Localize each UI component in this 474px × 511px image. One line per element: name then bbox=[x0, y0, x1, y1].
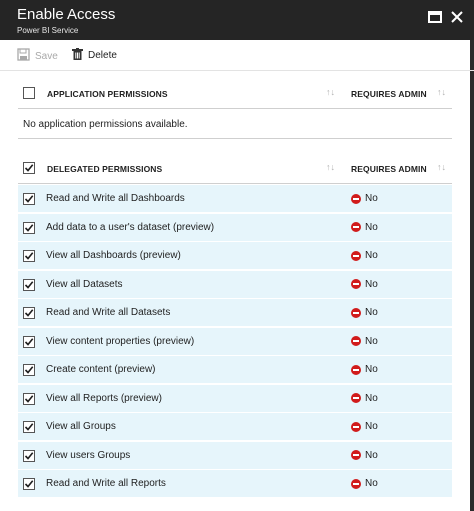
save-label: Save bbox=[35, 50, 58, 62]
requires-admin-value: No bbox=[365, 421, 378, 432]
requires-admin-value: No bbox=[365, 478, 378, 489]
blocked-icon bbox=[351, 308, 361, 318]
permission-row[interactable] bbox=[18, 185, 452, 213]
requires-admin-value: No bbox=[365, 335, 378, 347]
permission-row[interactable] bbox=[18, 470, 452, 498]
blocked-icon bbox=[351, 479, 361, 489]
requires-admin-value: No bbox=[365, 307, 378, 318]
permission-checkbox[interactable] bbox=[23, 478, 35, 490]
requires-admin-value: No bbox=[365, 364, 378, 375]
blocked-icon bbox=[351, 422, 361, 432]
requires-admin-status bbox=[351, 222, 378, 233]
permission-row[interactable] bbox=[18, 328, 452, 356]
permission-label: View users Groups bbox=[46, 449, 131, 461]
permission-row[interactable] bbox=[18, 271, 452, 299]
select-all-application-checkbox[interactable] bbox=[23, 87, 35, 99]
window-edge bbox=[470, 40, 474, 511]
permission-checkbox[interactable] bbox=[23, 336, 35, 348]
permission-label: View all Reports (preview) bbox=[46, 392, 162, 404]
sort-icon[interactable]: ↑↓ bbox=[326, 162, 335, 172]
requires-admin-column[interactable]: REQUIRES ADMIN bbox=[351, 164, 427, 174]
permission-row[interactable] bbox=[18, 299, 452, 327]
requires-admin-status bbox=[351, 393, 378, 404]
permission-row[interactable] bbox=[18, 413, 452, 441]
permission-label: Read and Write all Dashboards bbox=[46, 193, 185, 204]
select-all-delegated-checkbox[interactable] bbox=[23, 162, 35, 174]
permission-row[interactable] bbox=[18, 242, 452, 270]
save-icon bbox=[17, 48, 30, 64]
requires-admin-status bbox=[351, 250, 378, 261]
blocked-icon bbox=[351, 279, 361, 289]
blocked-icon bbox=[351, 194, 361, 204]
command-bar bbox=[0, 40, 474, 71]
save-button[interactable] bbox=[17, 48, 58, 64]
permission-row[interactable] bbox=[18, 442, 452, 470]
blocked-icon bbox=[351, 450, 361, 460]
requires-admin-status bbox=[351, 279, 378, 290]
permission-label: Create content (preview) bbox=[46, 364, 156, 375]
delegated-permissions-header bbox=[18, 155, 452, 184]
requires-admin-value: No bbox=[365, 193, 378, 204]
requires-admin-value: No bbox=[365, 221, 378, 233]
permission-row[interactable] bbox=[18, 356, 452, 384]
blocked-icon bbox=[351, 365, 361, 375]
permission-checkbox[interactable] bbox=[23, 279, 35, 291]
delegated-permissions-column[interactable]: DELEGATED PERMISSIONS bbox=[47, 164, 163, 174]
empty-message: No application permissions available. bbox=[23, 119, 188, 130]
permission-label: View all Groups bbox=[46, 421, 116, 432]
requires-admin-status bbox=[351, 336, 378, 347]
requires-admin-value: No bbox=[365, 278, 378, 290]
maximize-icon[interactable] bbox=[428, 10, 442, 24]
application-permissions-column[interactable]: APPLICATION PERMISSIONS bbox=[47, 89, 168, 99]
permission-label: Add data to a user's dataset (preview) bbox=[46, 221, 215, 233]
requires-admin-status bbox=[351, 450, 378, 461]
blocked-icon bbox=[351, 222, 361, 232]
permission-label: Read and Write all Datasets bbox=[46, 307, 171, 318]
requires-admin-status bbox=[351, 364, 378, 375]
application-empty-row bbox=[18, 110, 452, 139]
permission-checkbox[interactable] bbox=[23, 364, 35, 376]
permission-row[interactable] bbox=[18, 214, 452, 242]
permission-checkbox[interactable] bbox=[23, 393, 35, 405]
requires-admin-value: No bbox=[365, 449, 378, 461]
permission-checkbox[interactable] bbox=[23, 222, 35, 234]
delete-button[interactable] bbox=[72, 48, 117, 63]
blade-header bbox=[0, 0, 474, 40]
sort-icon[interactable]: ↑↓ bbox=[326, 87, 335, 97]
permission-checkbox[interactable] bbox=[23, 307, 35, 319]
blade-title: Enable Access bbox=[17, 6, 116, 23]
permission-label: Read and Write all Reports bbox=[46, 478, 166, 489]
blocked-icon bbox=[351, 393, 361, 403]
trash-icon bbox=[72, 48, 83, 63]
requires-admin-value: No bbox=[365, 392, 378, 404]
blocked-icon bbox=[351, 251, 361, 261]
close-icon[interactable] bbox=[450, 10, 464, 24]
requires-admin-status bbox=[351, 478, 378, 489]
requires-admin-status bbox=[351, 307, 378, 318]
sort-icon[interactable]: ↑↓ bbox=[437, 87, 446, 97]
permission-checkbox[interactable] bbox=[23, 193, 35, 205]
blade-subtitle: Power BI Service bbox=[17, 26, 79, 35]
application-permissions-header bbox=[18, 80, 452, 109]
sort-icon[interactable]: ↑↓ bbox=[437, 162, 446, 172]
permission-label: View all Dashboards (preview) bbox=[46, 250, 181, 261]
permission-row[interactable] bbox=[18, 385, 452, 413]
permission-checkbox[interactable] bbox=[23, 450, 35, 462]
delete-label: Delete bbox=[88, 50, 117, 61]
requires-admin-value: No bbox=[365, 250, 378, 261]
permission-checkbox[interactable] bbox=[23, 250, 35, 262]
permission-label: View all Datasets bbox=[46, 278, 123, 290]
permission-label: View content properties (preview) bbox=[46, 335, 195, 347]
requires-admin-status bbox=[351, 421, 378, 432]
permission-checkbox[interactable] bbox=[23, 421, 35, 433]
blocked-icon bbox=[351, 336, 361, 346]
requires-admin-status bbox=[351, 193, 378, 204]
requires-admin-column[interactable]: REQUIRES ADMIN bbox=[351, 89, 427, 99]
